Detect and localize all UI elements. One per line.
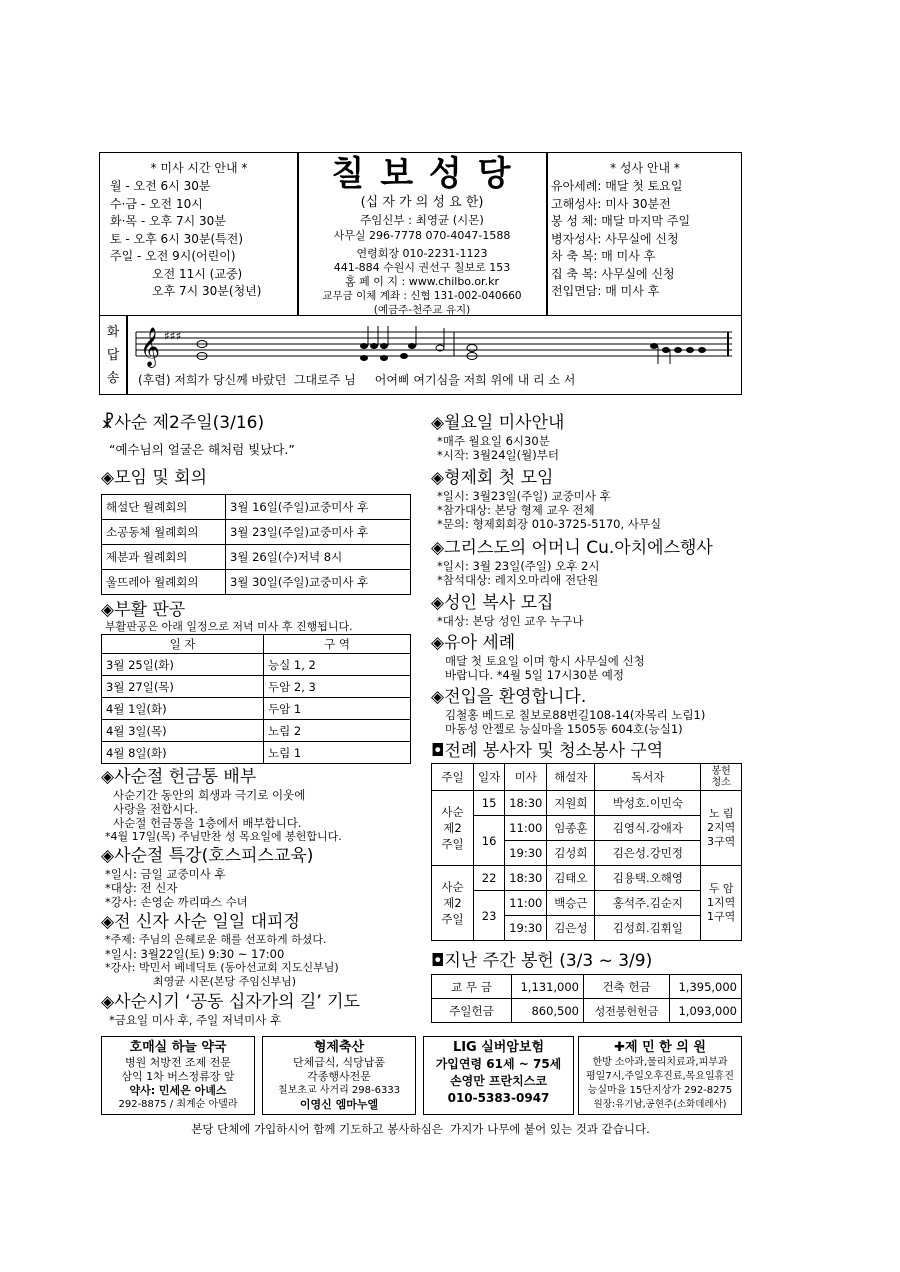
ad-line: 삼익 1차 버스정류장 앞	[121, 1070, 235, 1083]
ad-line: 한방 소아과,물리치료과,피부과	[592, 1057, 728, 1068]
servers-title: ◈성인 복사 모집	[431, 593, 554, 613]
cell: 3월 27일(목)	[102, 676, 264, 698]
box-line: 사순기간 동안의 희생과 극기로 이웃에	[113, 788, 306, 802]
table-row	[102, 520, 411, 545]
mass-time-line: 오전 11시 (교중)	[152, 266, 243, 281]
sacrament-line: 고해성사: 미사 30분전	[551, 196, 671, 211]
table-row	[432, 816, 742, 841]
sacrament-line: 병자성사: 사무실에 신청	[551, 231, 679, 246]
cell: 23	[474, 891, 505, 941]
retreat-line: *강사: 박민서 베네딕토 (동아선교회 지도신부님)	[105, 961, 339, 974]
lecture-line: *강사: 손영순 까리따스 수녀	[105, 895, 248, 909]
judgement-table	[101, 634, 411, 764]
svg-text:𝄞: 𝄞	[140, 327, 161, 367]
mass-times-title: * 미사 시간 안내 *	[150, 161, 248, 175]
cell: 김용택.오해영	[595, 866, 701, 891]
sacrament-line: 봉 성 체: 매달 마지막 주일	[551, 214, 691, 228]
brothers-line: *참가대상: 본당 형제 교우 전체	[437, 503, 595, 517]
cell: 능실 1, 2	[264, 654, 411, 676]
cell: 구 역	[264, 635, 411, 654]
cell: 김은성	[547, 916, 595, 941]
acies-title: ◈그리스도의 어머니 Cu.아치에스행사	[431, 538, 713, 558]
table-row	[432, 999, 742, 1023]
cell: 사순 제2 주일	[432, 791, 474, 866]
cross-line: *금요일 미사 후, 주일 저녁미사 후	[109, 1013, 282, 1027]
ad-line: 292-8875 / 최계순 아델라	[118, 1099, 238, 1110]
cell: 16	[474, 816, 505, 866]
sunday-title-text: 사순 제2주일(3/16)	[114, 413, 265, 433]
psalm-label-char: 화	[106, 325, 120, 340]
acies-line: *참석대상: 레지오마리애 전단원	[437, 573, 599, 587]
table-row	[102, 570, 411, 595]
cell: 19:30	[505, 916, 547, 941]
cell: 4월 8일(화)	[102, 742, 264, 764]
mass-time-line: 화·목 - 오후 7시 30분	[110, 214, 226, 228]
table-row	[432, 866, 742, 891]
meetings-title: ◈모임 및 회의	[101, 468, 207, 488]
cell: 22	[474, 866, 505, 891]
psalm-label-char: 답	[106, 348, 120, 363]
cell: 박성호.이민숙	[595, 791, 701, 816]
cell: 18:30	[505, 866, 547, 891]
monday-title: ◈월요일 미사안내	[431, 413, 565, 433]
cell: 임종훈	[547, 816, 595, 841]
brothers-line: *일시: 3월23일(주일) 교중미사 후	[437, 489, 611, 503]
welcome-line: 김철홍 베드로 칠보로88번길108-14(자목리 노림1)	[445, 708, 706, 722]
baptism-title: ◈유아 세례	[431, 633, 516, 653]
cell: 1,395,000	[670, 975, 742, 999]
cell: 울뜨레아 월례회의	[102, 570, 226, 595]
cell: 두암 1	[264, 698, 411, 720]
ad-line: 단체급식, 식당납품	[292, 1056, 385, 1069]
ad-line: 병원 처방전 조제 전문	[124, 1056, 232, 1069]
cell: 김영식.강애자	[595, 816, 701, 841]
cell: 제분과 월례회의	[102, 545, 226, 570]
mass-time-line: 오후 7시 30분(청년)	[152, 284, 262, 298]
judgement-note: 부활판공은 아래 일정으로 저녁 미사 후 진행됩니다.	[105, 620, 353, 633]
cell: 해설자	[547, 764, 595, 791]
footer-text: 본당 단체에 가입하시어 함께 기도하고 봉사하심은 가지가 나무에 붙어 있는 것과 같습니다.	[191, 1122, 650, 1136]
sunday-subtitle: “예수님의 얼굴은 해처럼 빛났다.”	[109, 442, 295, 457]
monday-line: *시작: 3월24일(월)부터	[437, 448, 559, 462]
retreat-title: ◈전 신자 사순 일일 대피정	[101, 912, 300, 932]
ad-butcher	[262, 1036, 416, 1115]
table-row	[102, 676, 411, 698]
cell: 독서자	[595, 764, 701, 791]
music-staff	[132, 318, 738, 374]
address: 441-884 수원시 권선구 칠보로 153	[333, 261, 511, 274]
mass-time-line: 토 - 오후 6시 30분(특전)	[110, 231, 244, 246]
retreat-line: *주제: 주님의 은혜로운 해를 선포하게 하셨다.	[105, 933, 327, 946]
cell: 4월 3일(목)	[102, 720, 264, 742]
cell: 1,093,000	[670, 999, 742, 1023]
cell: 3월 30일(주일)교중미사 후	[226, 570, 411, 595]
cell: 사순 제2 주일	[432, 866, 474, 941]
brothers-title: ◈형제회 첫 모임	[431, 468, 554, 488]
cell: 일자	[474, 764, 505, 791]
retreat-line: 최영균 시몬(본당 주임신부님)	[153, 975, 297, 988]
meetings-table	[101, 494, 411, 595]
table-row	[102, 742, 411, 764]
homepage: 홈 페 이 지 : www.chilbo.or.kr	[345, 275, 499, 288]
ad-line: 이영신 엠마누엘	[299, 1098, 379, 1111]
cell: 교 무 금	[432, 975, 512, 999]
mass-time-line: 주일 - 오전 9시(어린이)	[110, 249, 236, 263]
cell: 15	[474, 791, 505, 816]
ad-title: 호매실 하늘 약국	[129, 1040, 227, 1055]
ad-line: 약사: 민세은 아녜스	[129, 1084, 227, 1097]
church-name: 칠 보 성 당	[331, 154, 513, 194]
table-row	[432, 975, 742, 999]
table-row	[432, 764, 742, 791]
cell: 3월 25일(화)	[102, 654, 264, 676]
sacrament-line: 유아세례: 매달 첫 토요일	[551, 179, 683, 193]
offering-table	[431, 974, 742, 1023]
cell: 3월 23일(주일)교중미사 후	[226, 520, 411, 545]
ad-title: LIG 실버암보험	[452, 1040, 545, 1055]
psalm-label-char: 송	[106, 371, 120, 386]
cell: 해설단 월례회의	[102, 495, 226, 520]
cell: 김성희.김휘일	[595, 916, 701, 941]
cell: 김은성.강민정	[595, 841, 701, 866]
ad-title: 형제축산	[313, 1040, 365, 1055]
cell: 노림 1	[264, 742, 411, 764]
baptism-line: 바랍니다. *4월 5일 17시30분 예정	[445, 668, 625, 682]
cell: 1,131,000	[512, 975, 584, 999]
lecture-line: *대상: 전 신자	[105, 881, 178, 895]
brothers-line: *문의: 형제회회장 010-3725-5170, 사무실	[437, 517, 662, 531]
mass-time-line: 수·금 - 오전 10시	[110, 196, 203, 211]
cell: 백승근	[547, 891, 595, 916]
ad-line: 010-5383-0947	[447, 1091, 550, 1105]
psalm-label	[100, 321, 126, 390]
ad-clinic	[578, 1036, 742, 1115]
ad-pharmacy	[101, 1036, 255, 1115]
mass-time-line: 월 - 오전 6시 30분	[110, 179, 211, 193]
ad-line: 가입연령 61세 ~ 75세	[435, 1057, 562, 1071]
cell: 지원희	[547, 791, 595, 816]
ad-line: 평일7시,주일오후진료,목요일휴진	[586, 1071, 734, 1082]
retreat-line: *일시: 3월22일(토) 9:30 ~ 17:00	[105, 947, 285, 961]
sacraments	[551, 158, 739, 301]
psalm-divider	[126, 315, 128, 395]
box-line: *4월 17일(목) 주님만찬 성 목요일에 봉헌합니다.	[105, 830, 342, 843]
table-row	[102, 720, 411, 742]
cell: 건축 헌금	[584, 975, 670, 999]
box-line: 사랑을 전합시다.	[113, 802, 199, 816]
cell: 두암 2, 3	[264, 676, 411, 698]
cell: 3월 26일(수)저녁 8시	[226, 545, 411, 570]
cell: 3월 16일(주일)교중미사 후	[226, 495, 411, 520]
cell: 홍석주.김순지	[595, 891, 701, 916]
sacrament-line: 전입면담: 매 미사 후	[551, 284, 660, 298]
psalm-lyrics: (후렴) 저희가 당신께 바랐던 그대로주 님 어여삐 여기심을 저희 위에 내 리 소 서	[138, 373, 576, 387]
cell: 11:00	[505, 891, 547, 916]
box-line: 사순절 헌금통을 1층에서 배부합니다.	[113, 816, 302, 830]
sacrament-line: 집 축 복: 사무실에 신청	[551, 266, 675, 281]
cell: 성전봉헌헌금	[584, 999, 670, 1023]
ad-insurance	[423, 1036, 574, 1115]
pastor: 주임신부 : 최영균 (시몬)	[360, 213, 484, 227]
church-info	[299, 154, 545, 317]
office-phone: 사무실 296-7778 070-4047-1588	[333, 229, 511, 242]
cell: 노림 2	[264, 720, 411, 742]
ad-line: 능실마을 15단지상가 292-8275	[587, 1085, 733, 1096]
chi-rho-icon: ☧	[101, 413, 115, 433]
cell: 주일	[432, 764, 474, 791]
account: 교무금 이체 계좌 : 신협 131-002-040660	[322, 290, 522, 302]
servers-line: *대상: 본당 성인 교우 누구나	[437, 614, 584, 628]
cell: 김성희	[547, 841, 595, 866]
church-patron: (십 자 가 의 성 요 한)	[360, 195, 484, 210]
table-row	[102, 545, 411, 570]
ad-line: 칠보초교 사거리 298-6333	[277, 1085, 401, 1096]
baptism-line: 매달 첫 토요일 이며 항시 사무실에 신청	[445, 654, 645, 668]
cell: 소공동체 월례회의	[102, 520, 226, 545]
ad-line: 원장:유기남,공현주(소화데레사)	[593, 1099, 727, 1110]
ad-title: ✚제 민 한 의 원	[614, 1040, 706, 1055]
cross-title: ◈사순시기 ‘공동 십자가의 길’ 기도	[101, 992, 360, 1012]
ad-line: 각종행사전문	[307, 1070, 371, 1083]
cell: 봉헌 청소	[701, 764, 742, 791]
cell: 미사	[505, 764, 547, 791]
table-row	[432, 891, 742, 916]
cell: 노 림 2지역 3구역	[701, 791, 742, 866]
cell: 두 암 1지역 1구역	[701, 866, 742, 941]
table-row	[102, 635, 411, 654]
sacraments-title: * 성사 안내 *	[610, 161, 680, 175]
offering-title: ◘지난 주간 봉헌 (3/3 ~ 3/9)	[431, 951, 653, 971]
lecture-line: *일시: 금일 교중미사 후	[105, 867, 226, 881]
account-holder: (예금주-천주교 유지)	[373, 304, 471, 316]
welcome-line: 마동성 안젤로 능실마을 1505동 604호(능실1)	[445, 722, 683, 736]
monday-line: *매주 월요일 6시30분	[437, 434, 550, 448]
lecture-title: ◈사순절 특강(호스피스교육)	[101, 846, 314, 866]
cell: 일 자	[102, 635, 264, 654]
council-phone: 연령회장 010-2231-1123	[356, 247, 488, 260]
acies-line: *일시: 3월 23일(주일) 오후 2시	[437, 559, 600, 573]
welcome-title: ◈전입을 환영합니다.	[431, 687, 587, 707]
svg-text:♯♯♯: ♯♯♯	[164, 329, 182, 343]
judgement-title: ◈부활 판공	[101, 600, 186, 620]
cell: 18:30	[505, 791, 547, 816]
cell: 860,500	[512, 999, 584, 1023]
cell: 4월 1일(화)	[102, 698, 264, 720]
sunday-title	[101, 413, 264, 433]
liturgy-table	[431, 763, 742, 941]
cell: 19:30	[505, 841, 547, 866]
ad-line: 손영만 프란치스코	[450, 1074, 547, 1088]
table-row	[102, 698, 411, 720]
table-row	[102, 495, 411, 520]
box-title: ◈사순절 헌금통 배부	[101, 767, 257, 787]
header-divider-right	[546, 152, 548, 316]
cell: 주일헌금	[432, 999, 512, 1023]
table-row	[102, 654, 411, 676]
sacrament-line: 차 축 복: 매 미사 후	[551, 249, 656, 263]
cell: 김태오	[547, 866, 595, 891]
table-row	[432, 791, 742, 816]
cell: 11:00	[505, 816, 547, 841]
mass-times	[104, 158, 294, 301]
liturgy-title: ◘전례 봉사자 및 청소봉사 구역	[431, 741, 664, 761]
